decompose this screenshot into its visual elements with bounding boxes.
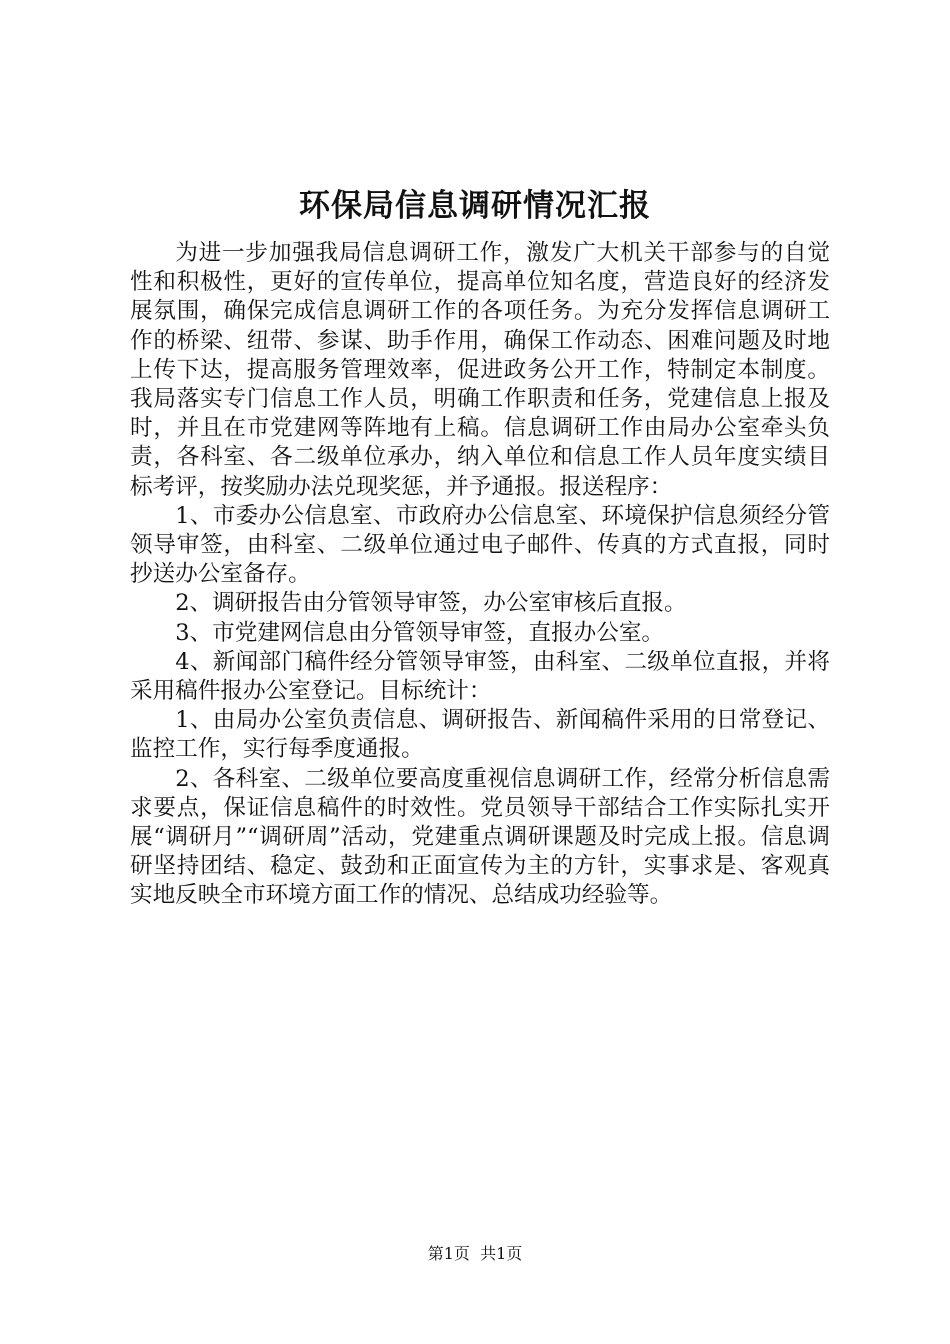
paragraph-procedure-2: 2、调研报告由分管领导审签，办公室审核后直报。 [175,590,687,617]
page-total: 共1页 [480,1244,523,1263]
page-number: 第1页 [427,1244,470,1263]
page-footer [0,1244,950,1264]
paragraph-procedure-4: 4、新闻部门稿件经分管领导审签，由科室、二级单位直报，并将采用稿件报办公室登记。目标统计： [130,648,830,705]
paragraph-statistics-1: 1、由局办公室负责信息、调研报告、新闻稿件采用的日常登记、监控工作，实行每季度通报。 [130,707,830,763]
document-body [130,239,830,911]
paragraph-statistics-2: 2、各科室、二级单位要高度重视信息调研工作，经常分析信息需求要点，保证信息稿件的时效性。党员领导干部结合工作实际扎实开展“调研月”“调研周”活动，党建重点调研课题及时完成上报。信息调研坚持团结、稳定、鼓劲和正面宣传为主的方针，实事求是、客观真实地反映全市环境方面工作的情况、总结成功经验等。 [130,765,830,909]
paragraph-procedure-1: 1、市委办公信息室、市政府办公信息室、环境保护信息须经分管领导审签，由科室、二级单位通过电子邮件、传真的方式直报，同时抄送办公室备存。 [130,502,830,588]
paragraph-procedure-3: 3、市党建网信息由分管领导审签，直报办公室。 [175,619,665,646]
document-title: 环保局信息调研情况汇报 [299,188,651,224]
paragraph-intro: 为进一步加强我局信息调研工作，激发广大机关干部参与的自觉性和积极性，更好的宣传单位，提高单位知名度，营造良好的经济发展氛围，确保完成信息调研工作的各项任务。为充分发挥信息调研工作的桥梁、纽带、参谋、助手作用，确保工作动态、困难问题及时地上传下达，提高服务管理效率，促进政务公开工作，特制定本制度。我局落实专门信息工作人员，明确工作职责和任务，党建信息上报及时，并且在市党建网等阵地有上稿。信息调研工作由局办公室牵头负责，各科室、各二级单位承办，纳入单位和信息工作人员年度实绩目标考评，按奖励办法兑现奖惩，并予通报。报送程序： [130,240,830,500]
